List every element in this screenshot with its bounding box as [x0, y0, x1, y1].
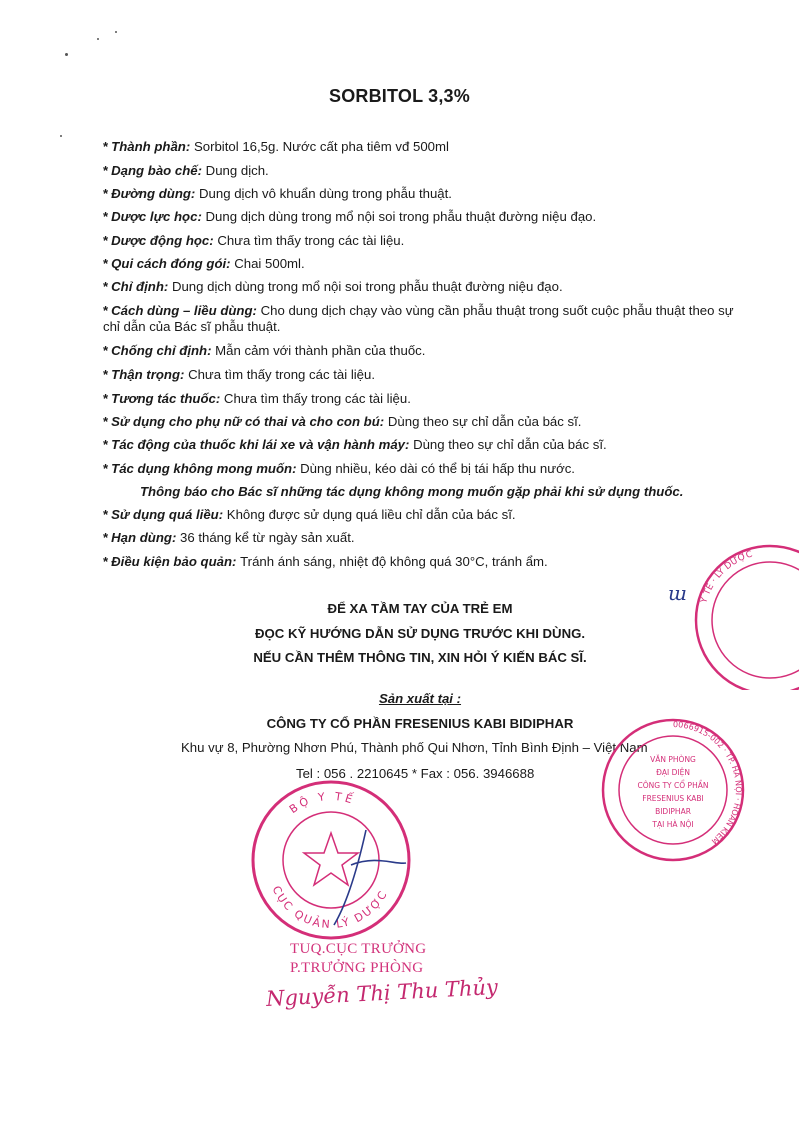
stamp-line: VĂN PHÒNG — [650, 755, 696, 764]
signature-name: Nguyễn Thị Thu Thủy — [265, 974, 499, 1012]
list-item: * Chống chỉ định: Mẫn cảm với thành phần của thuốc. — [103, 343, 426, 358]
signature-title-2: P.TRƯỞNG PHÒNG — [290, 960, 424, 976]
stamp-bottom-text: CỤC QUẢN LÝ DƯỢC — [269, 883, 391, 932]
check-mark: ɯ — [668, 581, 687, 605]
scan-speck — [115, 31, 117, 33]
ministry-stamp-top-right — [690, 540, 799, 690]
office-stamp — [598, 715, 748, 865]
notice-text: Thông báo cho Bác sĩ những tác dụng không mong muốn gặp phải khi sử dụng thuốc. — [140, 484, 684, 499]
list-item: * Hạn dùng: 36 tháng kể từ ngày sản xuất. — [103, 530, 355, 545]
list-item: * Thận trọng: Chưa tìm thấy trong các tài liệu. — [103, 367, 376, 382]
warning-read-instructions: ĐỌC KỸ HƯỚNG DẪN SỬ DỤNG TRƯỚC KHI DÙNG. — [254, 626, 586, 641]
stamp-top-text: BỘ Y TẾ — [286, 789, 357, 817]
list-item: * Tác động của thuốc khi lái xe và vận hành máy: Dùng theo sự chỉ dẫn của bác sĩ. — [103, 437, 607, 452]
list-item: * Qui cách đóng gói: Chai 500ml. — [103, 256, 305, 271]
list-item: * Sử dụng quá liều: Không được sử dụng quá liều chỉ dẫn của bác sĩ. — [103, 507, 516, 522]
scan-speck — [65, 53, 68, 56]
list-item: * Dược lực học: Dung dịch dùng trong mổ nội soi trong phẫu thuật đường niệu đạo. — [103, 209, 597, 224]
stamp-ring-text: 0066915-002 · TP. HÀ NỘI · HOÀN KIẾM — [672, 719, 743, 846]
company-contact: Tel : 056 . 2210645 * Fax : 056. 3946688 — [296, 766, 535, 781]
company-name: CÔNG TY CỔ PHẦN FRESENIUS KABI BIDIPHAR — [266, 716, 574, 731]
stamp-line: TẠI HÀ NỘI — [652, 820, 694, 829]
list-item: * Dạng bào chế: Dung dịch. — [103, 163, 269, 178]
stamp-line: ĐẠI DIỆN — [656, 768, 690, 777]
stamp-line: FRESENIUS KABI — [642, 794, 704, 803]
signature-title-1: TUQ.CỤC TRƯỞNG — [290, 941, 427, 957]
stamp-line: CÔNG TY CỔ PHẦN — [637, 781, 709, 790]
list-item: * Tương tác thuốc: Chưa tìm thấy trong các tài liệu. — [103, 391, 411, 406]
list-item: * Tác dụng không mong muốn: Dùng nhiều, kéo dài có thể bị tái hấp thu nước. — [103, 461, 575, 476]
warning-children: ĐỂ XA TẦM TAY CỦA TRẺ EM — [327, 601, 513, 616]
list-item: * Sử dụng cho phụ nữ có thai và cho con bú: Dùng theo sự chỉ dẫn của bác sĩ. — [103, 414, 582, 429]
company-address: Khu vự 8, Phường Nhơn Phú, Thành phố Qui Nhơn, Tỉnh Bình Định – Việt Nam — [181, 740, 648, 755]
list-item: * Thành phần: Sorbitol 16,5g. Nước cất pha tiêm vđ 500ml — [103, 139, 449, 154]
warning-ask-doctor: NẾU CẦN THÊM THÔNG TIN, XIN HỎI Ý KIẾN BÁC SĨ. — [253, 650, 587, 665]
scan-speck — [97, 38, 99, 40]
manufacturer-label: Sản xuất tại : — [378, 691, 462, 706]
list-item: * Chỉ định: Dung dịch dùng trong mổ nội soi trong phẫu thuật đường niệu đạo. — [103, 279, 563, 294]
document-title: SORBITOL 3,3% — [329, 86, 470, 106]
ministry-round-stamp — [246, 775, 416, 945]
list-item: * Điều kiện bảo quản: Tránh ánh sáng, nhiệt độ không quá 30°C, tránh ẩm. — [103, 554, 548, 569]
list-item: * Dược động học: Chưa tìm thấy trong các tài liệu. — [103, 233, 405, 248]
stamp-line: BIDIPHAR — [655, 807, 691, 816]
svg-text:Y TẾ · LÝ DƯỢC — [699, 550, 754, 606]
scan-speck — [60, 135, 62, 137]
stamp-text: Y TẾ · LÝ DƯỢC — [699, 549, 754, 605]
list-item: * Cách dùng – liều dùng: Cho dung dịch chạy vào vùng cần phẫu thuật trong suốt cuộc phẫu thuật theo sự chỉ dẫn của Bác sĩ phẫu thuật. — [103, 303, 734, 334]
list-item: * Đường dùng: Dung dịch vô khuẩn dùng trong phẫu thuật. — [103, 186, 452, 201]
